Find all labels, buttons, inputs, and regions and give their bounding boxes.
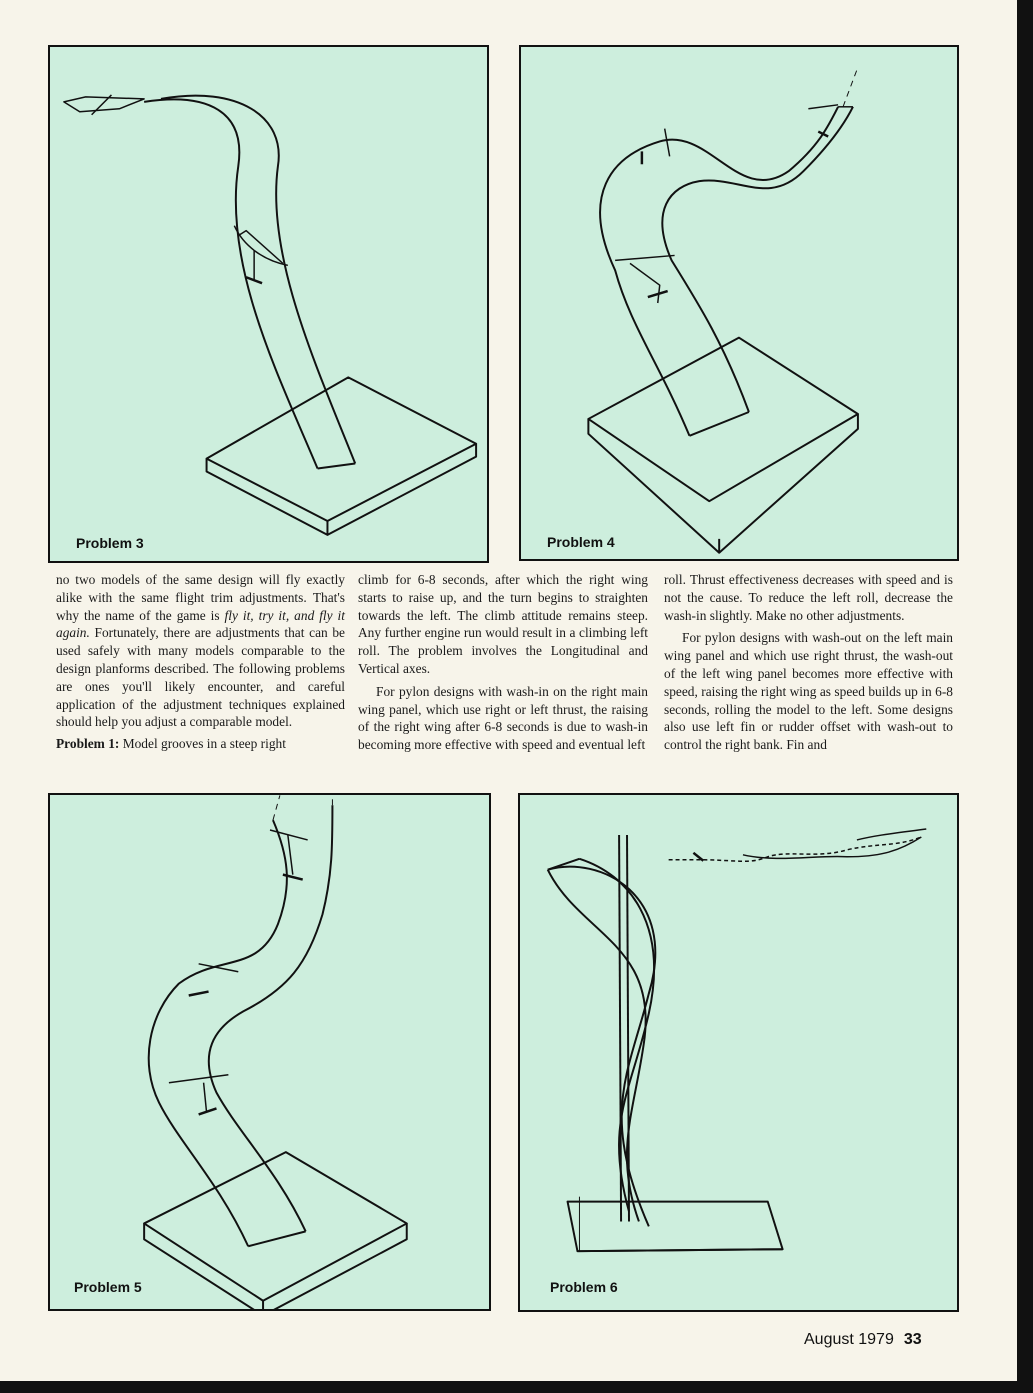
paragraph: climb for 6-8 seconds, after which the right wing starts to raise up, and the turn begins to straighten towards the left. The climb attitude remains steep. Any further engine run would result in a climbing left roll. The problem involves the Longitudinal and Vertical axes. bbox=[358, 572, 648, 676]
problem-3-illustration bbox=[50, 47, 487, 561]
spiral-ribbon-c bbox=[579, 859, 654, 1212]
figure-problem-4 bbox=[519, 45, 959, 561]
figure-label: Problem 4 bbox=[547, 534, 615, 550]
text-run: no two models of the same design will fly exactly alike with the same flight trim adjustments. That's why the name of the game is bbox=[56, 572, 345, 623]
paragraph: roll. Thrust effectiveness decreases with speed and is not the cause. To reduce the left roll, decrease the wash-in slightly. Make no other adjustments. bbox=[664, 572, 953, 623]
paragraph bbox=[56, 735, 345, 753]
page-number: 33 bbox=[903, 1331, 922, 1348]
base-plate bbox=[144, 1152, 407, 1301]
paragraph: For pylon designs with wash-out on the left main wing panel and which use right thrust, the wash-out of the left wing panel becomes more effective with speed, raising the right wing as speed builds up in 6-8 seconds, rolling the model to the left. Some designs also use left fin or rudder offset with wash-out to control the right bank. Fin and bbox=[664, 630, 953, 753]
problem-heading: Problem 1: bbox=[56, 736, 120, 752]
text-run: Fortunately, there are adjustments that can be used safely with many models comparable to the design planforms described. The following problems are ones you'll likely encounter, and careful application of the adjustment techniques explained should help you adjust a comparable model. bbox=[56, 625, 345, 730]
problem-6-illustration bbox=[520, 795, 957, 1310]
scan-border-bottom bbox=[0, 1381, 1033, 1393]
base-plate bbox=[588, 338, 858, 502]
scan-border-right bbox=[1017, 0, 1033, 1393]
figure-label: Problem 5 bbox=[74, 1279, 142, 1295]
figure-label: Problem 6 bbox=[550, 1279, 618, 1295]
page-footer bbox=[804, 1331, 922, 1349]
base-plate bbox=[568, 1202, 783, 1252]
emphasis-text: fly it, try it, and fly it again. bbox=[56, 607, 345, 641]
figure-label: Problem 3 bbox=[76, 535, 144, 551]
wing-section-top bbox=[665, 129, 670, 157]
wing-section-middle bbox=[615, 255, 674, 260]
spiral-ribbon-b bbox=[548, 870, 646, 1222]
spiral-ribbon-a bbox=[548, 867, 656, 1227]
paragraph bbox=[56, 571, 345, 731]
base-plate bbox=[207, 377, 477, 521]
problem-5-illustration bbox=[50, 795, 489, 1309]
wing-section-bottom bbox=[169, 1075, 228, 1083]
text-run: Model grooves in a steep right bbox=[119, 736, 286, 752]
article-column-2 bbox=[358, 571, 648, 754]
figure-problem-5 bbox=[48, 793, 491, 1311]
article-column-1 bbox=[56, 571, 345, 753]
figure-problem-6 bbox=[518, 793, 959, 1312]
figure-problem-3 bbox=[48, 45, 489, 563]
issue-date: August 1979 bbox=[804, 1331, 894, 1348]
problem-4-illustration bbox=[521, 47, 957, 559]
paragraph: For pylon designs with wash-in on the right main wing panel, which use right or left thrust, the raising of the right wing after 6-8 seconds is due to wash-in becoming more effective with speed and eventual left bbox=[358, 683, 648, 753]
wing-section-upper-right bbox=[808, 105, 838, 109]
article-column-3 bbox=[664, 571, 953, 754]
